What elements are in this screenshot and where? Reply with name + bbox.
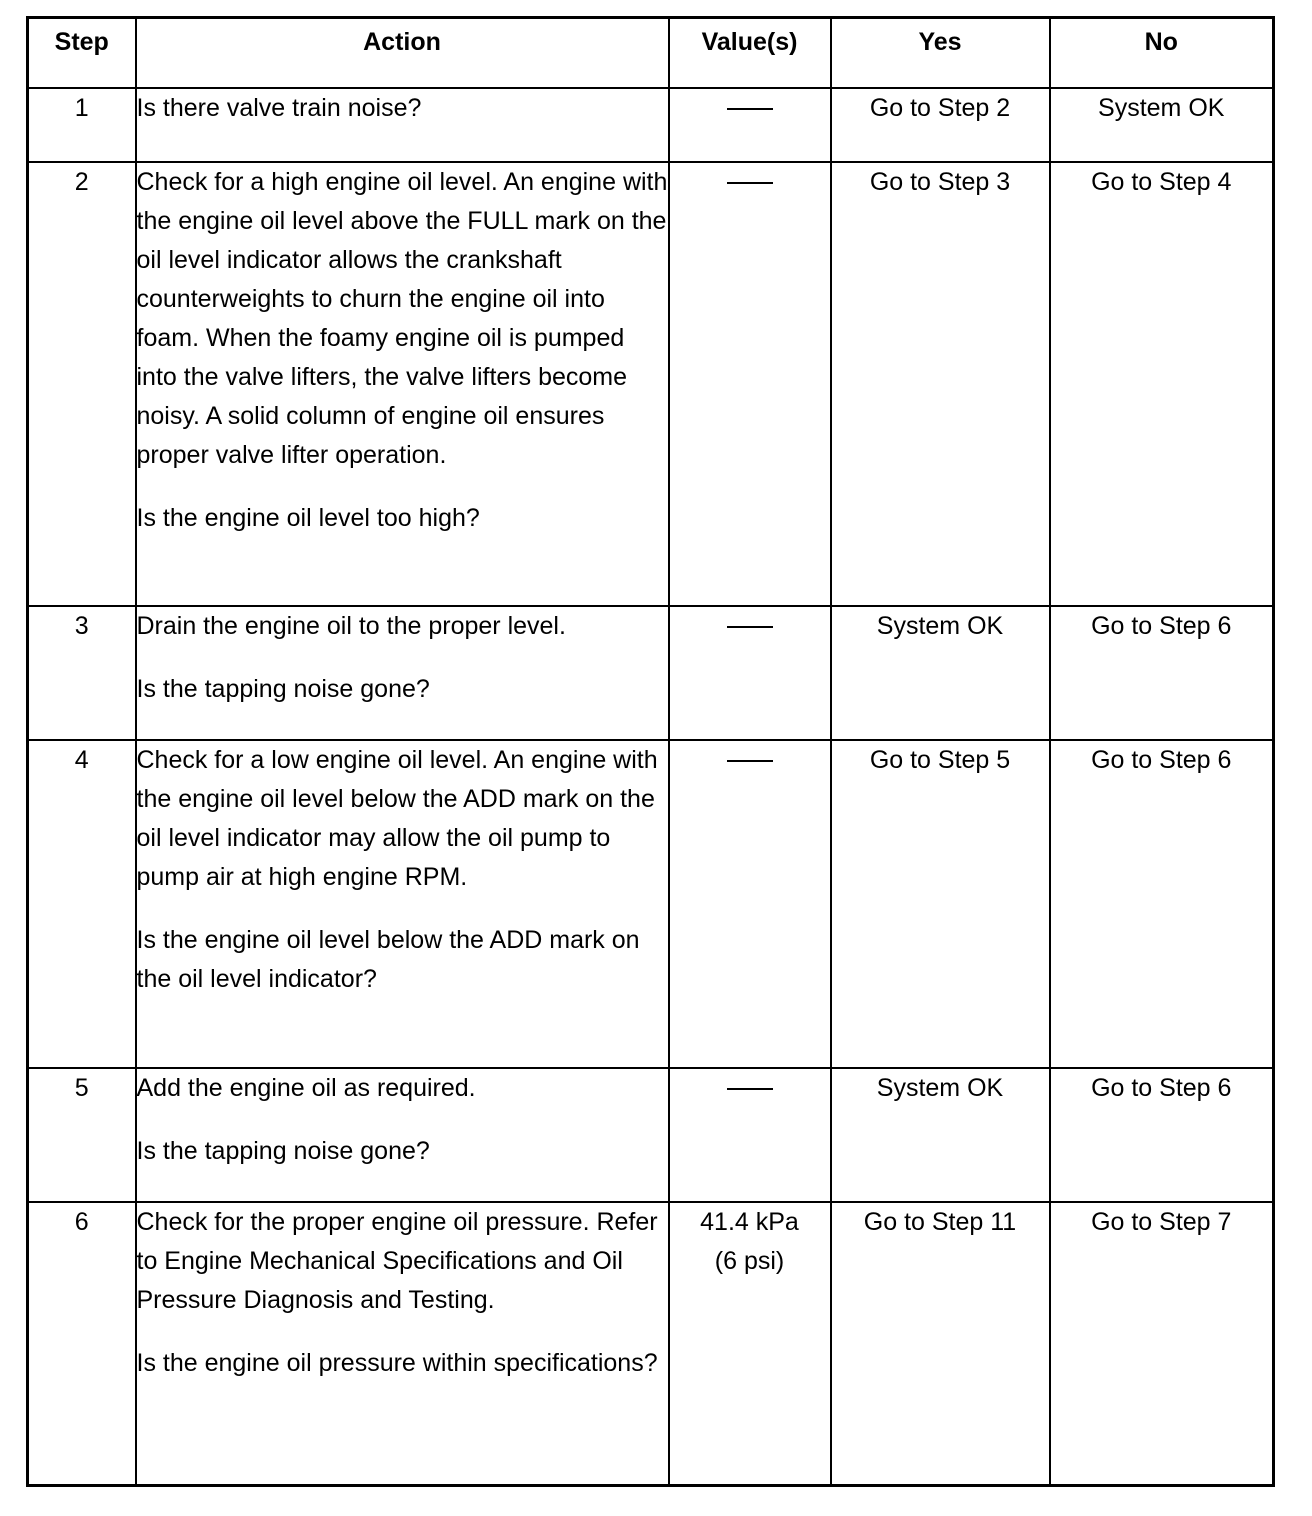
step-number: 2 [28, 162, 136, 606]
action-question: Is the engine oil pressure within specifications? [136, 1348, 658, 1377]
no-cell: Go to Step 4 [1050, 162, 1274, 606]
step-number: 1 [28, 88, 136, 162]
step-number: 5 [28, 1068, 136, 1202]
no-cell: Go to Step 6 [1050, 740, 1274, 1068]
action-cell [136, 88, 669, 162]
table-row [28, 606, 1274, 740]
value-cell [669, 740, 831, 1068]
table-row [28, 1202, 1274, 1486]
dash-mark [727, 760, 773, 762]
yes-cell: Go to Step 3 [831, 162, 1050, 606]
action-cell [136, 162, 669, 606]
action-instruction: Add the engine oil as required. [136, 1073, 476, 1102]
action-question: Is the tapping noise gone? [136, 674, 430, 703]
action-cell [136, 1068, 669, 1202]
header-action: Action [136, 18, 669, 88]
header-step: Step [28, 18, 136, 88]
no-cell: Go to Step 6 [1050, 1068, 1274, 1202]
no-cell: Go to Step 6 [1050, 606, 1274, 740]
action-question: Is the tapping noise gone? [136, 1136, 430, 1165]
yes-cell: System OK [831, 606, 1050, 740]
table-row [28, 88, 1274, 162]
step-number: 6 [28, 1202, 136, 1486]
dash-mark [727, 626, 773, 628]
value-cell [669, 1202, 831, 1486]
value-cell [669, 1068, 831, 1202]
diagnostic-table [26, 16, 1275, 1487]
table-row [28, 162, 1274, 606]
dash-mark [727, 108, 773, 110]
no-cell: Go to Step 7 [1050, 1202, 1274, 1486]
yes-cell: Go to Step 5 [831, 740, 1050, 1068]
action-instruction: Check for a high engine oil level. An engine with the engine oil level above the FULL mark on the oil level indicator allows the crankshaft counterweights to churn the engine oil into foam. When the foamy engine oil is pumped into the valve lifters, the valve lifters become noisy. A solid column of engine oil ensures proper valve lifter operation. [136, 167, 668, 469]
table-row [28, 740, 1274, 1068]
yes-cell: Go to Step 11 [831, 1202, 1050, 1486]
no-cell: System OK [1050, 88, 1274, 162]
value-cell [669, 606, 831, 740]
action-question: Is the engine oil level too high? [136, 503, 480, 532]
header-value: Value(s) [669, 18, 831, 88]
action-instruction: Check for the proper engine oil pressure. Refer to Engine Mechanical Specifications and Oil Pressure Diagnosis and Testing. [136, 1207, 658, 1314]
value-cell [669, 88, 831, 162]
action-cell [136, 1202, 669, 1486]
step-number: 4 [28, 740, 136, 1068]
action-question: Is the engine oil level below the ADD mark on the oil level indicator? [136, 925, 640, 993]
yes-cell: Go to Step 2 [831, 88, 1050, 162]
action-instruction: Check for a low engine oil level. An engine with the engine oil level below the ADD mark on the oil level indicator may allow the oil pump to pump air at high engine RPM. [136, 745, 658, 891]
dash-mark [727, 1088, 773, 1090]
action-cell [136, 606, 669, 740]
table-row [28, 1068, 1274, 1202]
value-text: 41.4 kPa (6 psi) [700, 1207, 799, 1275]
header-yes: Yes [831, 18, 1050, 88]
action-cell [136, 740, 669, 1068]
action-question: Is there valve train noise? [136, 93, 422, 122]
value-cell [669, 162, 831, 606]
yes-cell: System OK [831, 1068, 1050, 1202]
header-no: No [1050, 18, 1274, 88]
dash-mark [727, 182, 773, 184]
header-row [28, 18, 1274, 88]
action-instruction: Drain the engine oil to the proper level. [136, 611, 566, 640]
step-number: 3 [28, 606, 136, 740]
